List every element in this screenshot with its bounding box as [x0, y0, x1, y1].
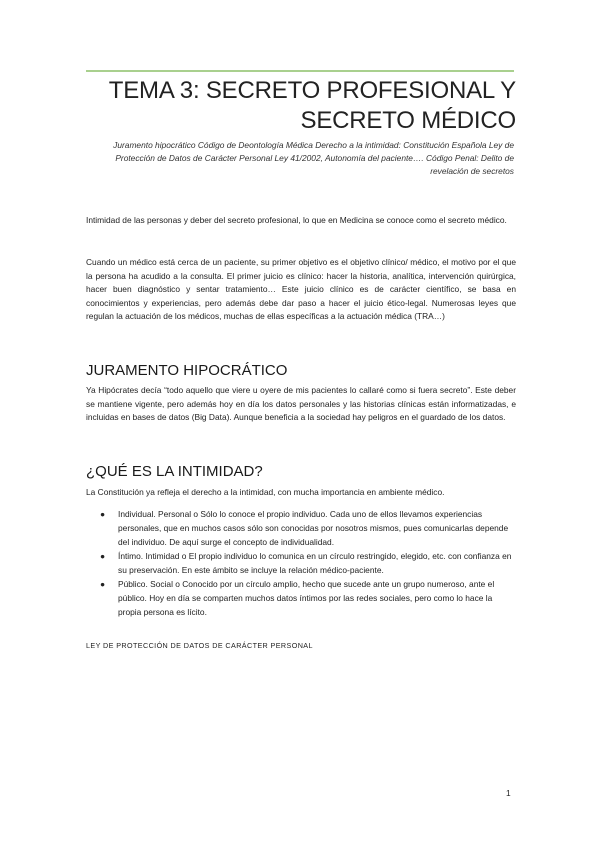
list-item	[86, 577, 516, 619]
list-item-text: Íntimo. Intimidad o El propio individuo lo comunica en un círculo restringido, elegido, etc. con confianza en su preservación. En este ámbito se incluye la relación médico-paciente.	[118, 551, 512, 575]
bullet-icon: ●	[100, 551, 106, 561]
list-item	[86, 507, 516, 549]
title-rule	[86, 70, 514, 72]
heading-juramento: JURAMENTO HIPOCRÁTICO	[86, 362, 288, 379]
subtitle: Juramento hipocrático Código de Deontología Médica Derecho a la intimidad: Constitución Española Ley de Protección de Datos de Carácter Personal Ley 41/2002, Autonomía del paciente…. Código Penal: Delito de revelación de secretos	[113, 140, 514, 176]
list-item-text: Público. Social o Conocido por un círculo amplio, hecho que sucede ante un grupo numeroso, ante el público. Hoy en día se comparten muchos datos íntimos por las redes sociales, pero como lo hace la propia persona es lícito.	[118, 579, 495, 617]
juramento-paragraph: Ya Hipócrates decía “todo aquello que viere u oyere de mis pacientes lo callaré como si fuera secreto”. Este deber se mantiene vigente, pero además hoy en día los datos personales y las historias clínicas están informatizadas, e incluidas en bases de datos (Big Data). Aunque beneficia a la sociedad hay peligros en el guardado de los datos.	[86, 385, 516, 423]
clinical-paragraph: Cuando un médico está cerca de un paciente, su primer objetivo es el objetivo clínico/ médico, el motivo por el que la persona ha acudido a la consulta. El primer juicio es clínico: hacer la historia, analítica, intervención quirúrgica, hacer buen diagnóstico y sentar tratamiento… Este juicio clínico es de carácter científico, se basa en conocimientos y experiencias, pero además debe dar paso a hacer el juicio ético-legal. Numerosas leyes que regulan la actuación de los médicos, muchas de ellas específicas a la actuación médica (TRA…)	[86, 257, 516, 322]
list-item-text: Individual. Personal o Sólo lo conoce el propio individuo. Cada uno de ellos llevamos experiencias personales, que en muchos casos sólo son conocidas por nosotros mismos, pues comunicarlas depende del individuo. De aquí surge el concepto de individualidad.	[118, 509, 509, 547]
page-title	[86, 76, 516, 136]
title-line-2: SECRETO MÉDICO	[300, 107, 516, 134]
page-number: 1	[506, 788, 511, 798]
heading-intimidad: ¿QUÉ ES LA INTIMIDAD?	[86, 463, 263, 480]
intimidad-levels-list	[86, 507, 516, 619]
title-line-1: TEMA 3: SECRETO PROFESIONAL Y	[108, 77, 516, 104]
intimidad-paragraph: La Constitución ya refleja el derecho a la intimidad, con mucha importancia en ambiente médico.	[86, 487, 445, 497]
bullet-icon: ●	[100, 509, 106, 519]
intro-paragraph: Intimidad de las personas y deber del secreto profesional, lo que en Medicina se conoce como el secreto médico.	[86, 215, 507, 225]
bullet-icon: ●	[100, 579, 106, 589]
section-subheading: LEY DE PROTECCIÓN DE DATOS DE CARÁCTER PERSONAL	[86, 641, 313, 650]
list-item	[86, 549, 516, 577]
